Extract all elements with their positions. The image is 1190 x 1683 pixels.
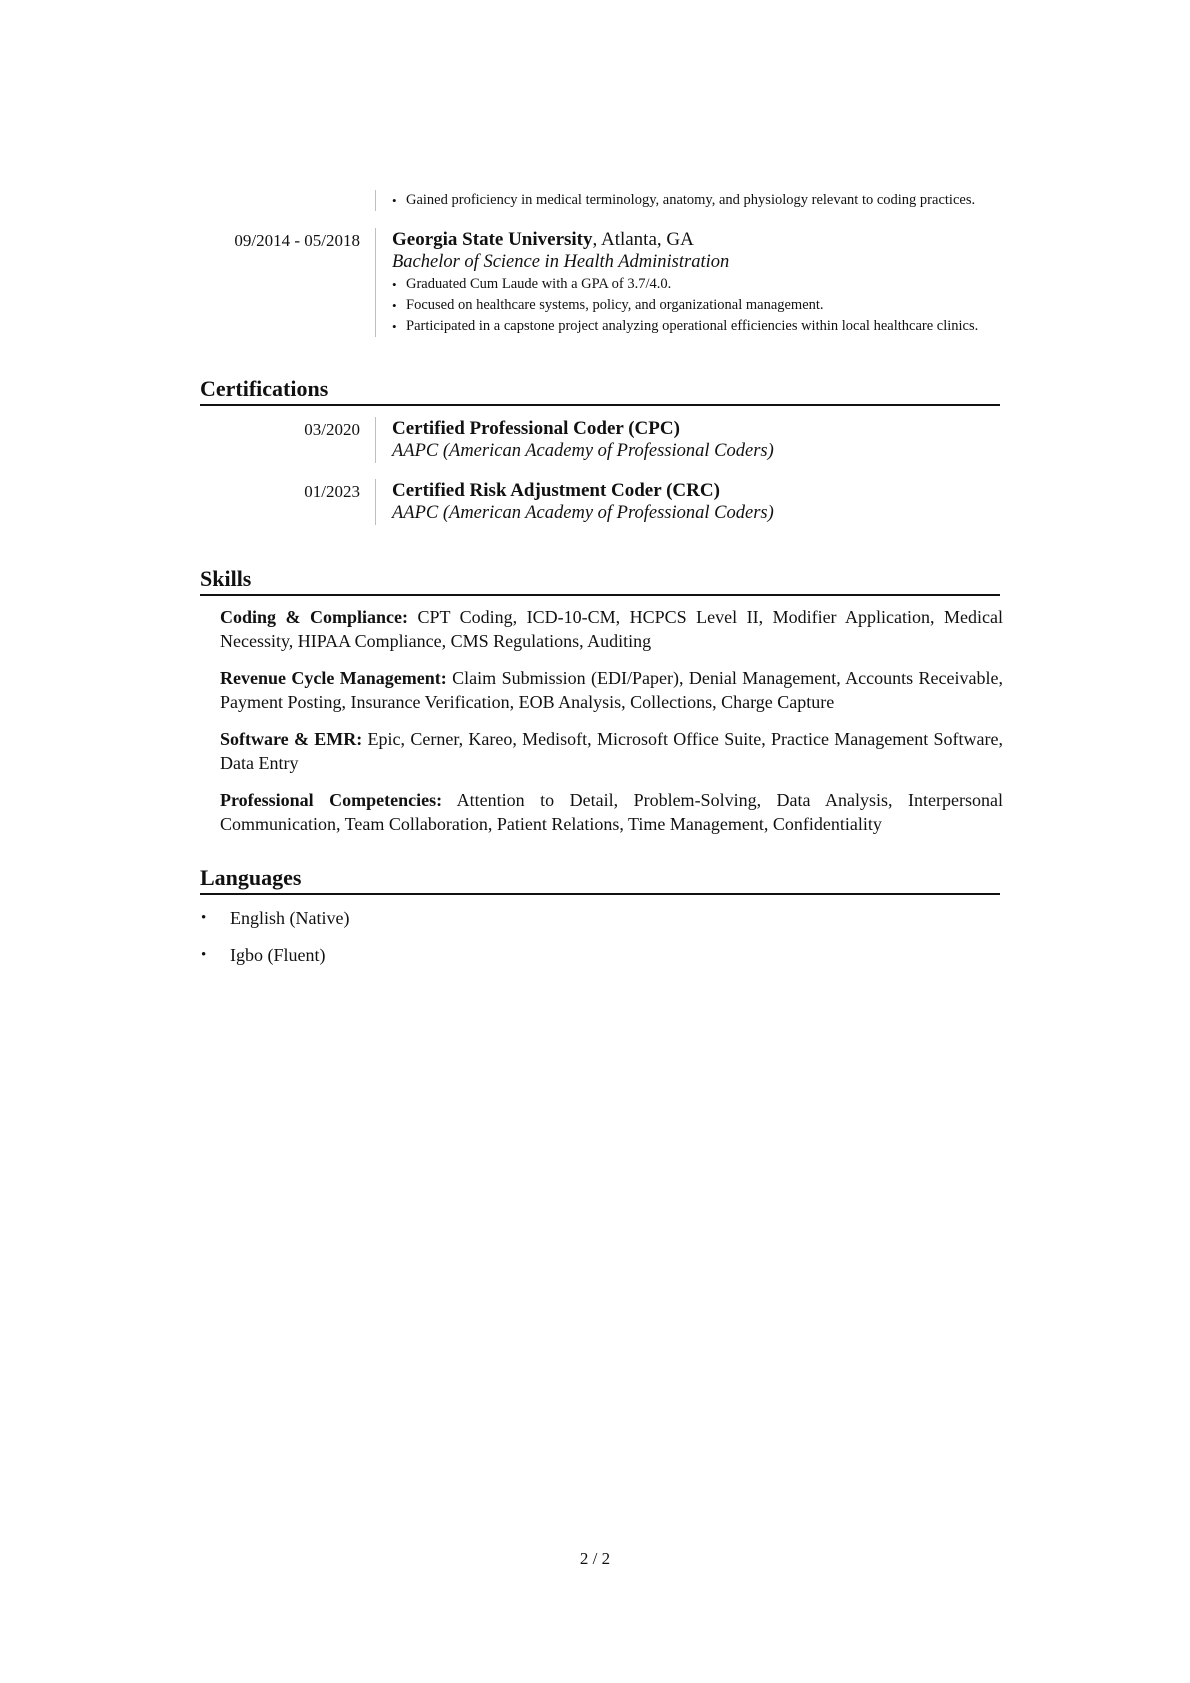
degree-name: Bachelor of Science in Health Administration xyxy=(392,252,730,272)
entry-body xyxy=(375,479,1000,525)
list-item: • Graduated Cum Laude with a GPA of 3.7/4.0. xyxy=(392,274,1000,295)
skill-text: CPT Coding, ICD-10-CM, HCPCS Level II, Modifier Application, Medical Necessity, HIPAA Compliance, CMS Regulations, Auditing xyxy=(220,607,1003,651)
skill-category: Revenue Cycle Management: xyxy=(220,668,447,688)
section-heading: Languages xyxy=(200,864,1000,895)
list-item: • English (Native) xyxy=(200,907,1000,930)
section-heading: Skills xyxy=(200,565,1000,596)
certification-title: Certified Risk Adjustment Coder (CRC) xyxy=(392,480,720,501)
institution-name: Georgia State University xyxy=(392,229,593,250)
certification-issuer: AAPC (American Academy of Professional Coders) xyxy=(392,441,774,461)
list-item: • Participated in a capstone project analyzing operational efficiencies within local healthcare clinics. xyxy=(392,316,1000,337)
certifications-section xyxy=(200,375,1000,525)
bullet-list xyxy=(392,274,1000,337)
entry-date: 09/2014 - 05/2018 xyxy=(234,231,360,250)
skills-list xyxy=(200,606,1003,836)
entry-title-line xyxy=(392,479,1000,502)
skill-category: Software & EMR: xyxy=(220,729,363,749)
skill-text: Epic, Cerner, Kareo, Medisoft, Microsoft Office Suite, Practice Management Software, Data Entry xyxy=(220,729,1003,773)
institution-location: , Atlanta, GA xyxy=(592,229,694,250)
resume-page xyxy=(200,190,1003,981)
skill-row xyxy=(220,606,1003,653)
entry-body xyxy=(375,190,1000,211)
page-number: 2 / 2 xyxy=(579,1549,611,1568)
entry-date: 01/2023 xyxy=(304,482,360,501)
languages-section xyxy=(200,864,1000,967)
list-item: • Gained proficiency in medical terminology, anatomy, and physiology relevant to coding practices. xyxy=(392,190,1000,211)
section-heading: Certifications xyxy=(200,375,1000,406)
languages-list xyxy=(200,907,1000,967)
certification-issuer: AAPC (American Academy of Professional Coders) xyxy=(392,503,774,523)
certification-title: Certified Professional Coder (CPC) xyxy=(392,418,680,439)
skill-text: Attention to Detail, Problem-Solving, Data Analysis, Interpersonal Communication, Team Collaboration, Patient Relations, Time Management, Confidentiality xyxy=(220,790,1003,834)
entry-body xyxy=(375,228,1000,337)
education-section xyxy=(200,190,1000,337)
entry-title-line xyxy=(392,417,1000,440)
education-entry xyxy=(200,228,1000,337)
skill-row xyxy=(220,667,1003,714)
certification-entry xyxy=(200,417,1000,463)
entry-date xyxy=(200,190,375,211)
skills-section xyxy=(200,565,1003,836)
entry-date: 03/2020 xyxy=(304,420,360,439)
skill-row xyxy=(220,728,1003,775)
skill-row xyxy=(220,789,1003,836)
certification-entry xyxy=(200,479,1000,525)
skill-category: Coding & Compliance: xyxy=(220,607,408,627)
skill-text: Claim Submission (EDI/Paper), Denial Management, Accounts Receivable, Payment Posting, Insurance Verification, EOB Analysis, Collections, Charge Capture xyxy=(220,668,1003,712)
entry-title-line xyxy=(392,228,1000,251)
list-item: • Focused on healthcare systems, policy, and organizational management. xyxy=(392,295,1000,316)
skill-category: Professional Competencies: xyxy=(220,790,443,810)
entry-body xyxy=(375,417,1000,463)
education-entry-continued xyxy=(200,190,1000,211)
list-item: • Igbo (Fluent) xyxy=(200,944,1000,967)
bullet-list xyxy=(392,190,1000,211)
